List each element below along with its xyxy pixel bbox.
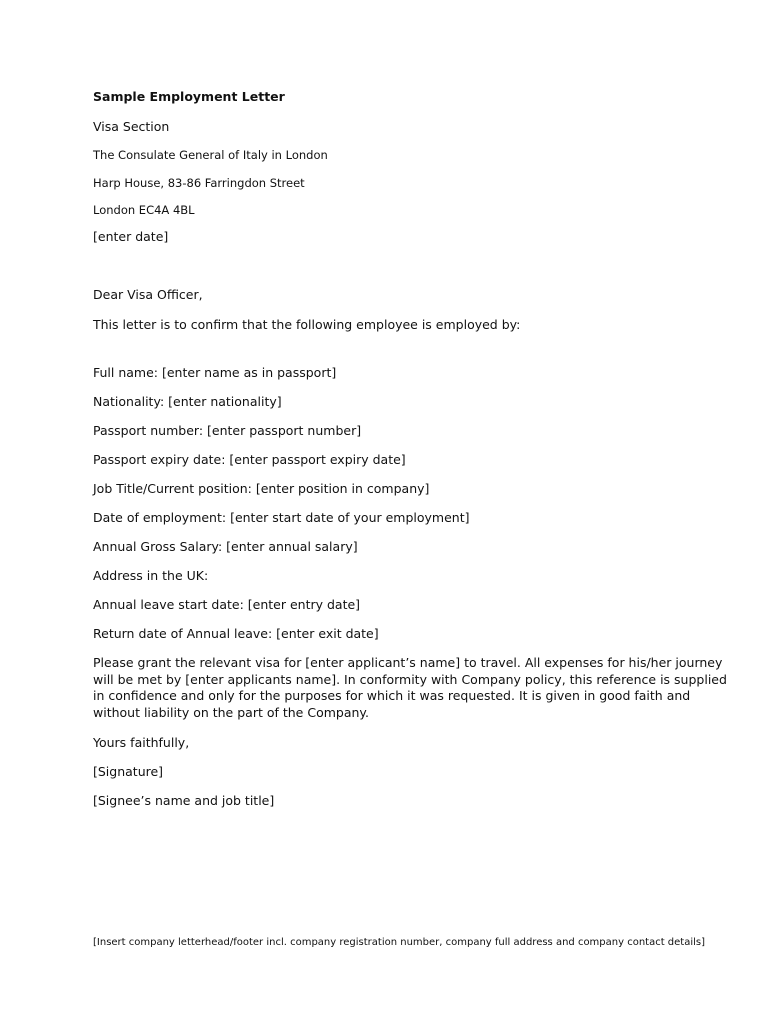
recipient-street: Harp House, 83-86 Farringdon Street <box>93 176 305 190</box>
recipient-city: London EC4A 4BL <box>93 203 195 217</box>
body-paragraph <box>93 655 727 722</box>
recipient-section: Visa Section <box>93 119 170 134</box>
intro-text: This letter is to confirm that the following employee is employed by: <box>93 317 521 332</box>
signature-placeholder: [Signature] <box>93 764 164 779</box>
field-nationality: Nationality: [enter nationality] <box>93 394 282 409</box>
body-line: Please grant the relevant visa for [enter applicant’s name] to travel. All expenses for his/her journey <box>93 655 723 670</box>
body-line: will be met by [enter applicants name]. In conformity with Company policy, this reference is supplied <box>93 671 727 687</box>
closing: Yours faithfully, <box>93 735 190 750</box>
date-placeholder: [enter date] <box>93 229 169 244</box>
field-date-of-employment: Date of employment: [enter start date of your employment] <box>93 510 470 525</box>
body-line: without liability on the part of the Company. <box>93 705 370 721</box>
field-address-uk: Address in the UK: <box>93 568 209 583</box>
recipient-organization: The Consulate General of Italy in London <box>93 148 328 162</box>
field-job-title: Job Title/Current position: [enter position in company] <box>93 481 430 496</box>
field-passport-number: Passport number: [enter passport number] <box>93 423 362 438</box>
salutation: Dear Visa Officer, <box>93 287 203 302</box>
body-line: in confidence and only for the purposes for which it was requested. It is given in good faith and <box>93 688 691 704</box>
footer-note: [Insert company letterhead/footer incl. company registration number, company full address and company contact details] <box>93 937 706 948</box>
letter-title: Sample Employment Letter <box>93 89 285 104</box>
field-leave-start: Annual leave start date: [enter entry date] <box>93 597 361 612</box>
field-passport-expiry: Passport expiry date: [enter passport expiry date] <box>93 452 406 467</box>
signee-placeholder: [Signee’s name and job title] <box>93 793 275 808</box>
field-leave-return: Return date of Annual leave: [enter exit date] <box>93 626 379 641</box>
field-full-name: Full name: [enter name as in passport] <box>93 365 337 380</box>
field-annual-salary: Annual Gross Salary: [enter annual salary] <box>93 539 358 554</box>
